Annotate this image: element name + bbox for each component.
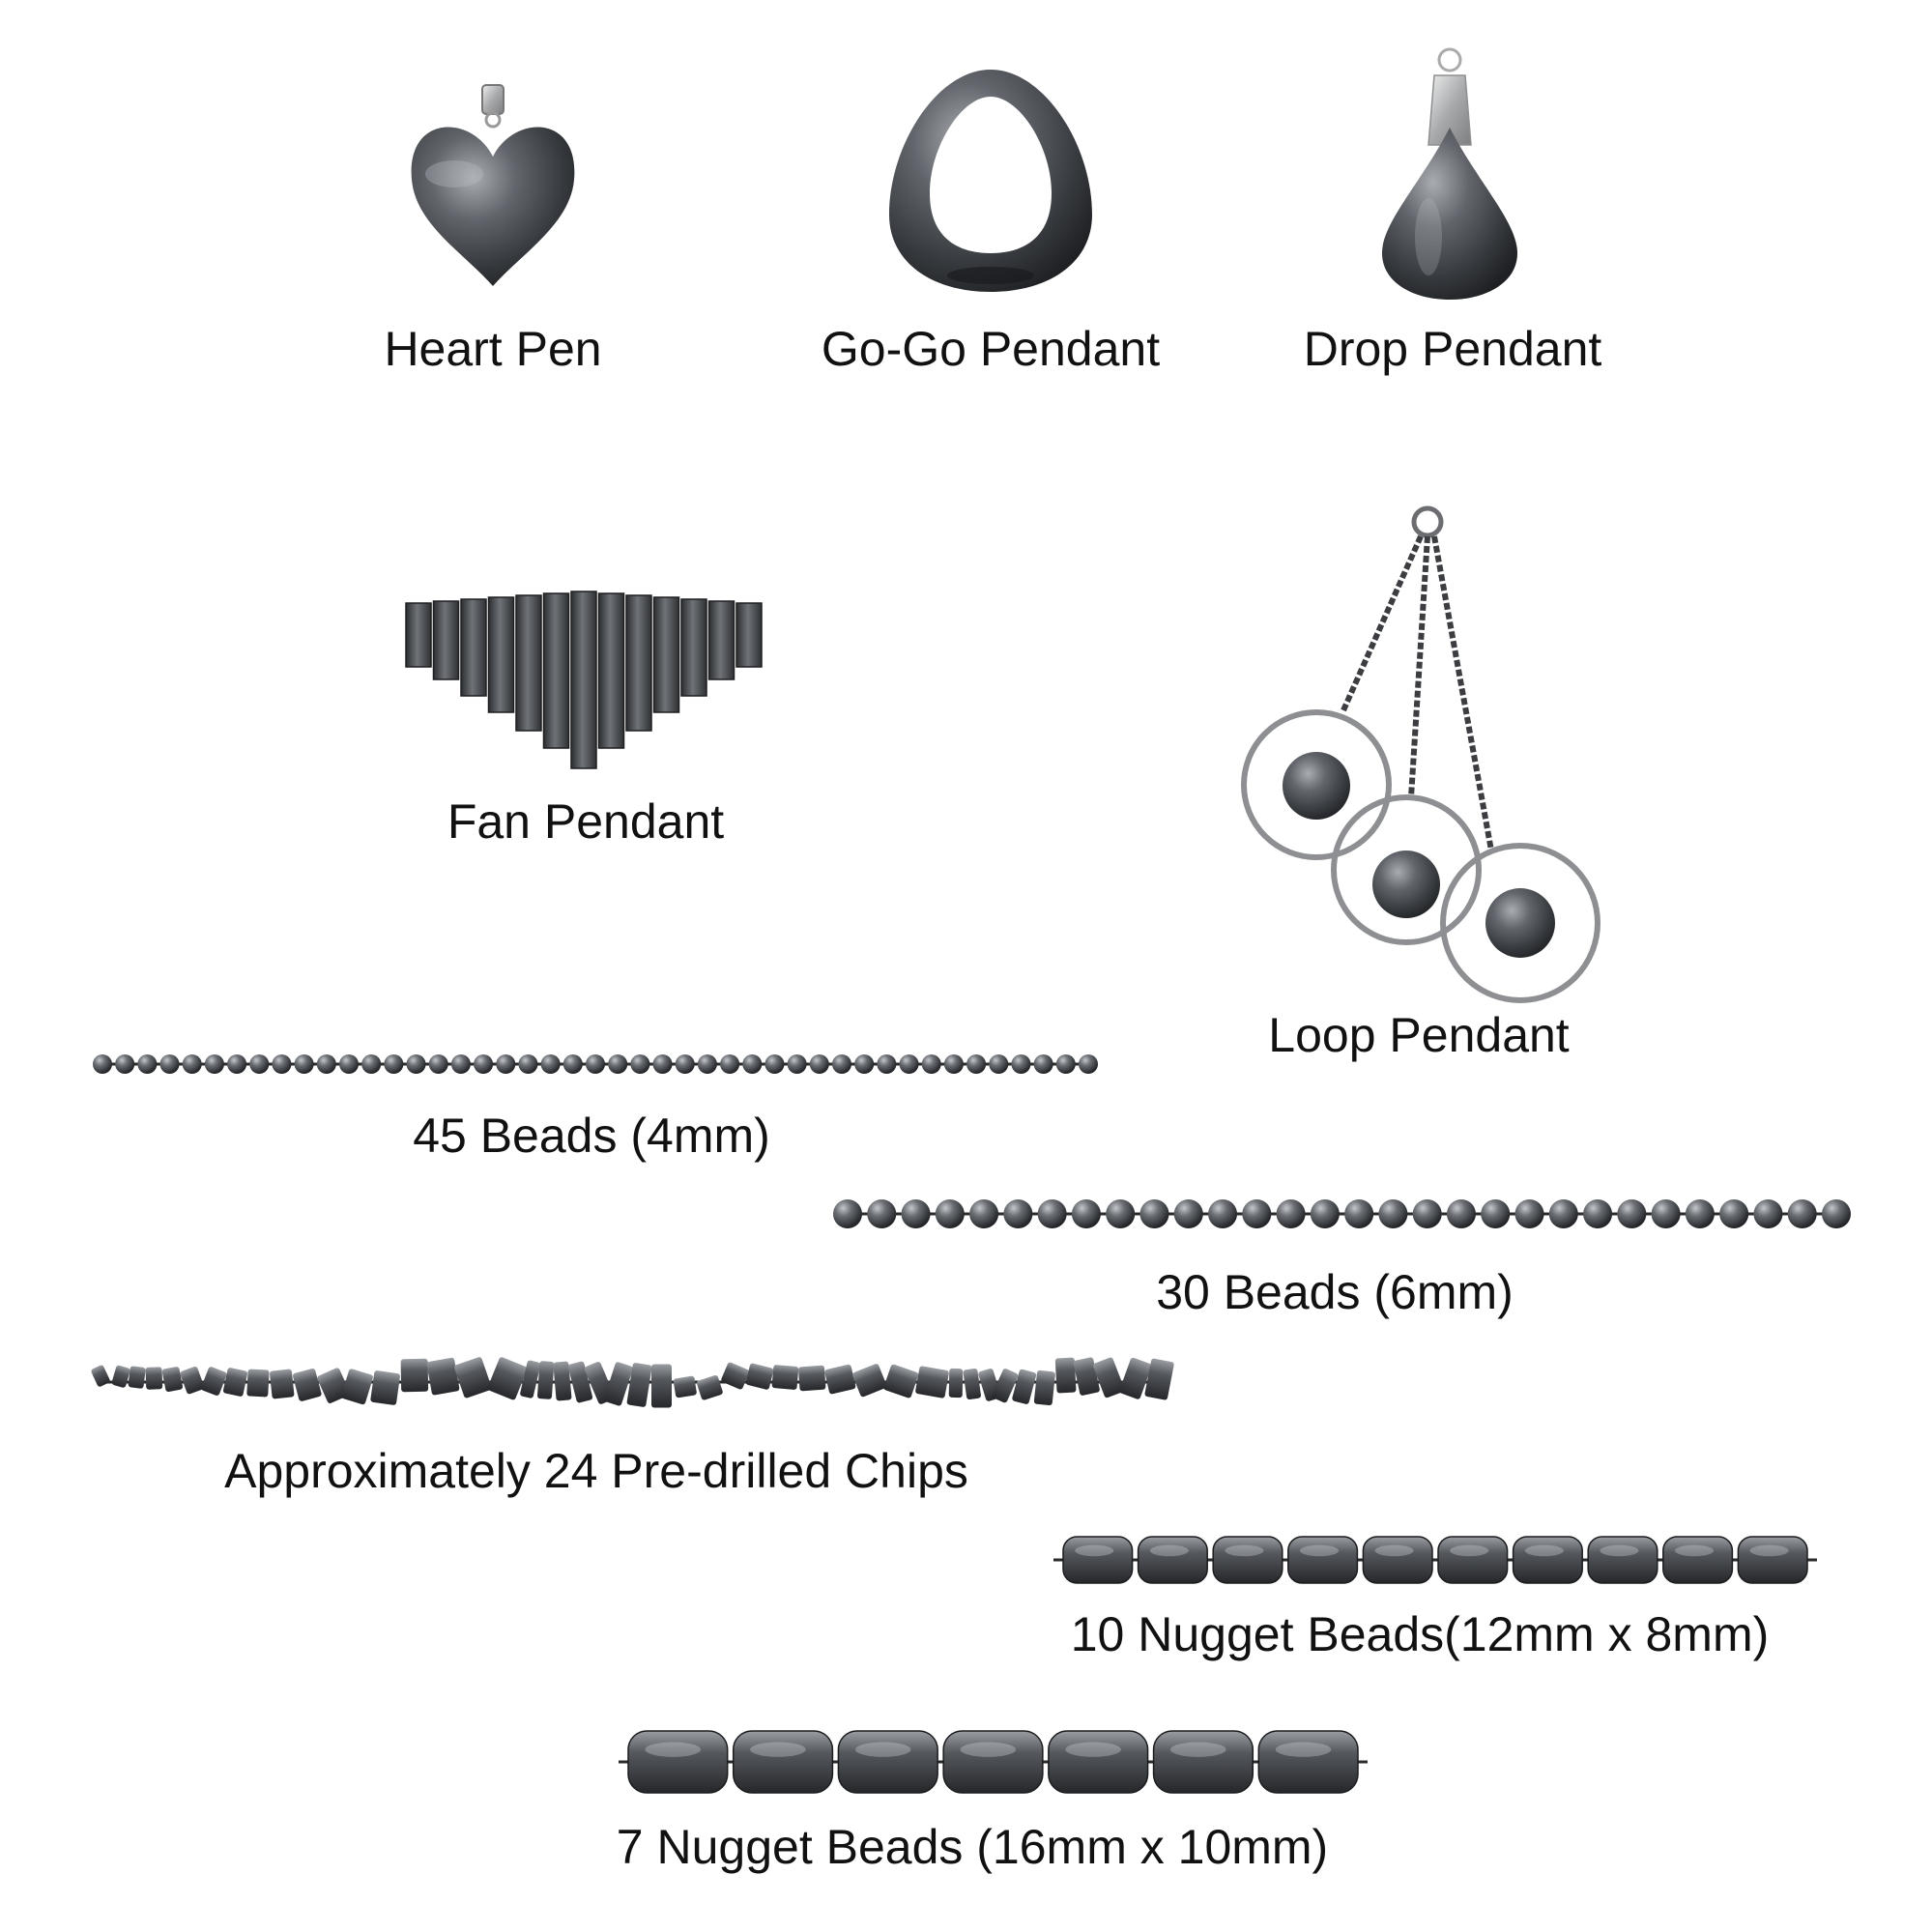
bead — [1378, 1199, 1407, 1228]
nugget-highlight — [1675, 1545, 1714, 1557]
chip — [90, 1365, 110, 1388]
nugget-highlight — [1300, 1545, 1339, 1557]
bead — [1038, 1199, 1067, 1228]
bead — [764, 1054, 784, 1074]
fan-bar — [681, 599, 706, 696]
bead — [867, 1199, 896, 1228]
bead — [1583, 1199, 1612, 1228]
bead — [272, 1054, 291, 1074]
nugget-bead — [943, 1731, 1043, 1793]
chip — [270, 1369, 295, 1399]
chip-strand — [90, 1356, 1174, 1407]
bead — [1034, 1054, 1053, 1074]
bead — [944, 1054, 964, 1074]
bead — [653, 1054, 673, 1074]
nugget-highlight — [1276, 1743, 1332, 1757]
beads-6mm-label: 30 Beads (6mm) — [1156, 1265, 1514, 1319]
bead — [698, 1054, 717, 1074]
nugget-highlight — [1375, 1545, 1414, 1557]
chip — [1034, 1370, 1056, 1406]
bead — [339, 1054, 359, 1074]
chip — [292, 1368, 322, 1401]
bead — [1139, 1199, 1168, 1228]
chip — [696, 1374, 723, 1400]
fan-bar — [489, 597, 514, 712]
loop-pendant-label: Loop Pendant — [1268, 1008, 1570, 1062]
chips-label: Approximately 24 Pre-drilled Chips — [224, 1444, 968, 1498]
bead — [969, 1199, 998, 1228]
chip — [883, 1364, 919, 1399]
bead — [1208, 1199, 1237, 1228]
chip — [1055, 1358, 1077, 1394]
bead — [93, 1054, 112, 1074]
chip — [915, 1366, 950, 1399]
bead — [1242, 1199, 1271, 1228]
bead — [1549, 1199, 1578, 1228]
nugget-bead — [1288, 1537, 1358, 1583]
chip — [246, 1369, 269, 1397]
bead — [832, 1054, 851, 1074]
bead — [1413, 1199, 1442, 1228]
bead — [1719, 1199, 1748, 1228]
bead — [1072, 1199, 1101, 1228]
bead-strand-4mm — [93, 1054, 1098, 1074]
bead — [1515, 1199, 1544, 1228]
bead — [1652, 1199, 1681, 1228]
bead — [877, 1054, 896, 1074]
fan-pendant-icon — [406, 591, 762, 768]
nugget-bead — [1738, 1537, 1807, 1583]
bead — [854, 1054, 874, 1074]
bead — [1822, 1199, 1851, 1228]
fan-bar — [709, 601, 735, 679]
bead — [249, 1054, 269, 1074]
chip — [180, 1366, 205, 1395]
beads-4mm-label: 45 Beads (4mm) — [413, 1109, 770, 1163]
chip — [145, 1367, 162, 1390]
gogo-pendant-icon — [889, 70, 1092, 292]
bead — [608, 1054, 627, 1074]
bead — [936, 1199, 965, 1228]
fan-bar — [544, 593, 569, 748]
chip — [401, 1359, 429, 1392]
bead — [676, 1054, 695, 1074]
bead — [115, 1054, 134, 1074]
chip — [963, 1369, 981, 1400]
nugget-12mm-label: 10 Nugget Beads(12mm x 8mm) — [1070, 1607, 1770, 1661]
nugget-bead — [1663, 1537, 1733, 1583]
chip — [370, 1370, 400, 1405]
bead — [1344, 1199, 1373, 1228]
nugget-highlight — [1065, 1743, 1121, 1757]
bead — [160, 1054, 180, 1074]
chip — [1073, 1357, 1100, 1397]
fan-bar — [571, 591, 596, 768]
bead — [1753, 1199, 1782, 1228]
nugget-bead — [838, 1731, 937, 1793]
nugget-highlight — [645, 1743, 701, 1757]
fan-pendant-label: Fan Pendant — [447, 794, 725, 849]
nugget-highlight — [750, 1743, 806, 1757]
bead — [1788, 1199, 1817, 1228]
nugget-bead — [1049, 1731, 1148, 1793]
bead — [788, 1054, 807, 1074]
bead — [810, 1054, 829, 1074]
chip — [745, 1363, 774, 1390]
chip — [200, 1366, 227, 1396]
nugget-highlight — [1150, 1545, 1189, 1557]
nugget-16mm-label: 7 Nugget Beads (16mm x 10mm) — [616, 1820, 1329, 1874]
chip — [161, 1367, 183, 1393]
bead — [1003, 1199, 1032, 1228]
drop-pendant-icon — [1382, 49, 1517, 300]
nugget-bead — [1588, 1537, 1658, 1583]
nugget-highlight — [1450, 1545, 1488, 1557]
bead — [183, 1054, 202, 1074]
chip — [453, 1356, 492, 1399]
nugget-bead — [1514, 1537, 1583, 1583]
bead — [451, 1054, 471, 1074]
bead — [742, 1054, 762, 1074]
nugget-strand-16mm — [619, 1731, 1368, 1793]
nugget-highlight — [1525, 1545, 1564, 1557]
chip — [111, 1365, 130, 1388]
bead — [1056, 1054, 1076, 1074]
bead — [474, 1054, 493, 1074]
bead — [1311, 1199, 1340, 1228]
nugget-bead — [734, 1731, 833, 1793]
bead — [902, 1199, 931, 1228]
chip — [771, 1365, 798, 1390]
fan-bar — [461, 599, 486, 696]
chip — [426, 1357, 460, 1396]
loop-pendant-icon — [1244, 508, 1598, 1000]
bead — [361, 1054, 381, 1074]
nugget-bead — [1363, 1537, 1432, 1583]
nugget-highlight — [1170, 1743, 1226, 1757]
bead — [586, 1054, 605, 1074]
fan-bar — [599, 593, 624, 748]
drop-pendant-label: Drop Pendant — [1303, 322, 1602, 376]
nugget-bead — [1438, 1537, 1508, 1583]
nugget-bead — [1139, 1537, 1208, 1583]
fan-bar — [626, 595, 651, 731]
bead — [1079, 1054, 1098, 1074]
chip — [128, 1366, 146, 1389]
bead — [630, 1054, 649, 1074]
fan-bar — [406, 603, 431, 667]
fan-bar — [654, 597, 679, 712]
nugget-highlight — [1075, 1545, 1113, 1557]
bead — [1277, 1199, 1306, 1228]
fan-bar — [516, 595, 541, 731]
fan-bar — [434, 601, 459, 679]
chip — [651, 1365, 672, 1408]
bead — [205, 1054, 224, 1074]
bead — [1174, 1199, 1203, 1228]
chip — [673, 1375, 697, 1398]
bead — [966, 1054, 986, 1074]
chip — [851, 1363, 887, 1398]
bead — [1617, 1199, 1646, 1228]
chip — [824, 1364, 856, 1395]
bead-strand-6mm — [833, 1199, 1851, 1228]
bead — [541, 1054, 561, 1074]
chip — [537, 1361, 555, 1399]
nugget-bead — [1213, 1537, 1283, 1583]
bead — [137, 1054, 157, 1074]
gogo-pendant-label: Go-Go Pendant — [821, 322, 1161, 376]
bead — [563, 1054, 583, 1074]
bead — [429, 1054, 448, 1074]
heart-pendant-icon — [412, 85, 575, 286]
bead — [1106, 1199, 1135, 1228]
nugget-bead — [1154, 1731, 1254, 1793]
chip — [720, 1362, 750, 1391]
bead — [1686, 1199, 1715, 1228]
nugget-strand-12mm — [1053, 1537, 1817, 1583]
chip — [949, 1369, 964, 1398]
bead — [1011, 1054, 1030, 1074]
bead — [496, 1054, 515, 1074]
bead — [295, 1054, 314, 1074]
chip — [340, 1369, 373, 1405]
nugget-highlight — [1750, 1545, 1789, 1557]
nugget-highlight — [961, 1743, 1017, 1757]
bead — [384, 1054, 403, 1074]
bead — [1447, 1199, 1476, 1228]
bead — [720, 1054, 739, 1074]
bead — [922, 1054, 941, 1074]
nugget-bead — [1063, 1537, 1133, 1583]
bead — [989, 1054, 1008, 1074]
bead — [518, 1054, 537, 1074]
fan-bar — [736, 603, 762, 667]
bead — [407, 1054, 426, 1074]
heart-pendant-label: Heart Pen — [384, 322, 602, 376]
nugget-bead — [1258, 1731, 1358, 1793]
nugget-highlight — [1225, 1545, 1263, 1557]
bead — [833, 1199, 862, 1228]
nugget-bead — [628, 1731, 728, 1793]
bead — [317, 1054, 336, 1074]
bead — [900, 1054, 919, 1074]
chip — [798, 1366, 826, 1392]
bead — [1481, 1199, 1510, 1228]
bead — [227, 1054, 246, 1074]
chip — [222, 1368, 247, 1398]
nugget-highlight — [855, 1743, 911, 1757]
nugget-highlight — [1600, 1545, 1638, 1557]
